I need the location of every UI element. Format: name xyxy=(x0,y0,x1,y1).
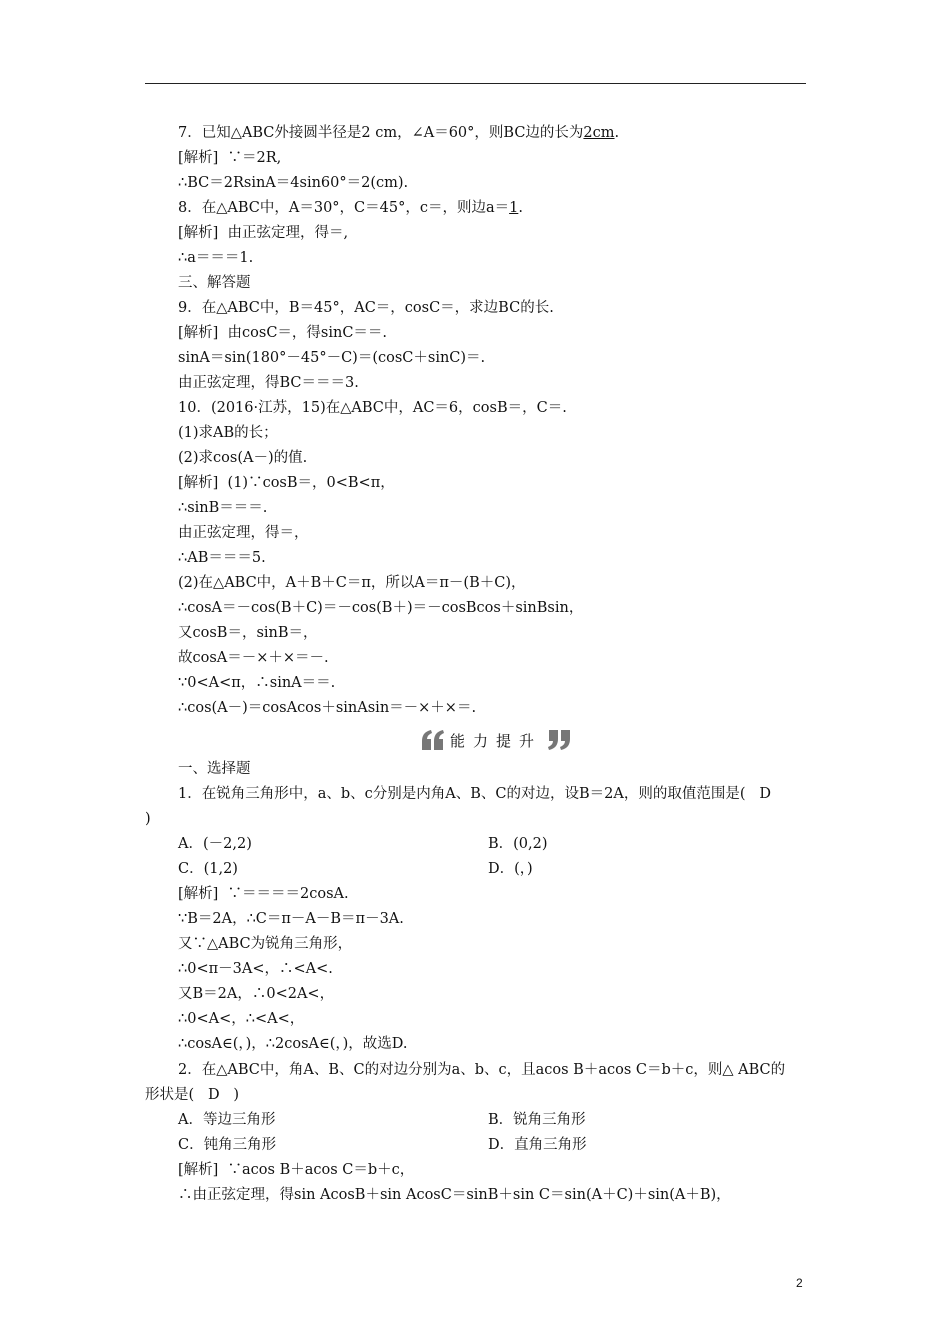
solution-line: 由正弦定理，得＝， xyxy=(178,525,309,541)
solution-line: ∴AB＝＝＝5. xyxy=(178,550,266,566)
question-2-line: 2．在△ABC中，角A、B、C的对边分别为a、b、c，且acos B＋acos C＝b＋c，则△ ABC的 xyxy=(178,1062,786,1078)
section-banner xyxy=(420,728,572,752)
solution-line: 又cosB＝，sinB＝， xyxy=(178,625,318,641)
solution-line: ∴cosA＝－cos(B＋C)＝－cos(B＋)＝－cosBcos＋sinBsin， xyxy=(178,600,584,616)
solution-line: 故cosA＝－×＋×＝－. xyxy=(178,650,329,666)
option-a: A．等边三角形 xyxy=(178,1112,276,1128)
option-d: D．(，) xyxy=(488,861,533,877)
solution-line: ∴0<A<，∴<A<， xyxy=(178,1011,305,1027)
solution-line: ∴cosA∈(，)，∴2cosA∈(，)，故选D. xyxy=(178,1036,408,1052)
option-b: B．(0,2) xyxy=(488,836,548,852)
solution-line: ∴0<π－3A<，∴<A<. xyxy=(178,961,333,977)
solution-line: [解析] 由cosC＝，得sinC＝＝. xyxy=(178,325,388,341)
section-heading: 一、选择题 xyxy=(178,761,251,777)
solution-line: ∴BC＝2RsinA＝4sin60°＝2(cm). xyxy=(178,175,409,191)
question-10-part: (2)求cos(A－)的值. xyxy=(178,450,308,466)
solution-line: [解析] ∵＝＝＝＝2cosA. xyxy=(178,886,349,902)
question-8-line: 8．在△ABC中，A＝30°，C＝45°，c＝，则边a＝1. xyxy=(178,200,523,216)
question-9-line: 9．在△ABC中，B＝45°，AC＝，cosC＝，求边BC的长. xyxy=(178,300,554,316)
option-d: D．直角三角形 xyxy=(488,1137,587,1153)
header-rule xyxy=(145,83,806,84)
close-quote-icon xyxy=(546,729,572,751)
banner-title: 能力提升 xyxy=(450,731,543,750)
solution-line: 又∵△ABC为锐角三角形， xyxy=(178,936,353,952)
section-heading: 三、解答题 xyxy=(178,275,251,291)
question-7-line: 7．已知△ABC外接圆半径是2 cm，∠A＝60°，则BC边的长为2cm. xyxy=(178,125,620,141)
solution-line: [解析] (1)∵cosB＝，0<B<π， xyxy=(178,475,395,491)
question-1-line: 1．在锐角三角形中，a、b、c分别是内角A、B、C的对边，设B＝2A，则的取值范围是( D xyxy=(178,786,771,802)
solution-line: ∵B＝2A，∴C＝π－A－B＝π－3A. xyxy=(178,911,404,927)
solution-line: ∴sinB＝＝＝. xyxy=(178,500,268,516)
solution-line: ∴由正弦定理，得sin AcosB＋sin AcosC＝sinB＋sin C＝sin(A＋C)＋sin(A＋B)， xyxy=(178,1187,731,1203)
question-10-part: (1)求AB的长； xyxy=(178,425,278,441)
question-2-line: 形状是( D ) xyxy=(145,1087,240,1103)
solution-line: [解析] ∵＝2R, xyxy=(178,150,282,166)
solution-line: ∴a＝＝＝1. xyxy=(178,250,254,266)
solution-line: 由正弦定理，得BC＝＝＝3. xyxy=(178,375,359,391)
open-quote-icon xyxy=(420,729,446,751)
solution-line: ∵0<A<π，∴sinA＝＝. xyxy=(178,675,336,691)
solution-line: sinA＝sin(180°－45°－C)＝(cosC＋sinC)＝. xyxy=(178,350,486,366)
option-c: C．(1,2) xyxy=(178,861,238,877)
option-c: C．钝角三角形 xyxy=(178,1137,277,1153)
page-number: 2 xyxy=(796,1276,803,1290)
option-b: B．锐角三角形 xyxy=(488,1112,586,1128)
solution-line: [解析] 由正弦定理，得＝, xyxy=(178,225,349,241)
question-1-line: ) xyxy=(145,811,151,827)
solution-line: (2)在△ABC中，A＋B＋C＝π，所以A＝π－(B＋C)， xyxy=(178,575,526,591)
solution-line: [解析] ∵acos B＋acos C＝b＋c， xyxy=(178,1162,415,1178)
option-a: A．(－2,2) xyxy=(178,836,252,852)
solution-line: 又B＝2A，∴0<2A<， xyxy=(178,986,335,1002)
question-10-line: 10．(2016·江苏，15)在△ABC中，AC＝6，cosB＝，C＝. xyxy=(178,400,567,416)
solution-line: ∴cos(A－)＝cosAcos＋sinAsin＝－×＋×＝. xyxy=(178,700,477,716)
